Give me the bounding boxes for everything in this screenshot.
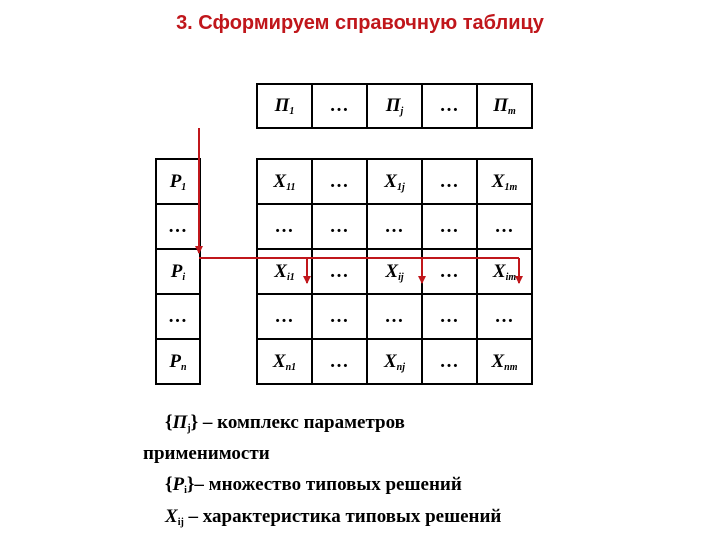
parameter-cell: …	[312, 84, 367, 128]
matrix-cell: …	[422, 294, 477, 339]
matrix-cell: …	[312, 294, 367, 339]
cell-index: j	[400, 106, 404, 117]
cell-index: i1	[286, 271, 295, 283]
cell-symbol: X	[491, 350, 505, 372]
decision-cell: …	[156, 294, 200, 339]
legend-characteristic: $X_{ij}$ – характеристика типовых решений	[165, 506, 502, 528]
matrix-cell: …	[367, 294, 422, 339]
legend-parameters-cont: применимости	[143, 443, 270, 464]
legend-decisions: $\{P_i\}-$ множество типовых решений	[165, 474, 462, 496]
cell-symbol: X	[273, 170, 287, 192]
matrix-cell: …	[477, 204, 532, 249]
cell-index: ij	[398, 271, 404, 283]
cell-symbol: П	[493, 95, 508, 116]
cell-symbol: P	[169, 350, 182, 372]
matrix-cell: …	[477, 294, 532, 339]
cell-symbol: X	[491, 170, 505, 192]
cell-symbol: X	[272, 350, 286, 372]
cell-index: n	[181, 361, 187, 373]
cell-index: nm	[504, 361, 518, 373]
cell-symbol: P	[169, 170, 182, 192]
cell-index: 1m	[504, 181, 518, 193]
cell-symbol: X	[274, 260, 287, 282]
matrix-cell: …	[367, 204, 422, 249]
cell-symbol: X	[383, 350, 397, 372]
cell-index: m	[508, 106, 516, 117]
matrix-cell: …	[257, 294, 312, 339]
cell-symbol: П	[385, 95, 401, 116]
parameter-cell: …	[422, 84, 477, 128]
cell-index: 11	[286, 181, 296, 193]
cell-index: 1	[181, 181, 187, 193]
cell-symbol: X	[385, 260, 399, 282]
cell-index: im	[505, 271, 517, 283]
cell-symbol: П	[274, 95, 290, 116]
matrix-cell: …	[422, 204, 477, 249]
cell-index: nj	[396, 361, 406, 373]
matrix-cell: …	[312, 249, 367, 294]
matrix-cell: …	[422, 159, 477, 204]
cell-index: 1j	[396, 181, 405, 193]
page-title: 3. Сформируем справочную таблицу	[176, 12, 544, 34]
cell-symbol: X	[492, 260, 506, 282]
matrix-cell: …	[312, 159, 367, 204]
matrix-cell: …	[422, 249, 477, 294]
cell-symbol: X	[384, 170, 397, 192]
cell-index: 1	[289, 106, 295, 117]
decision-cell: …	[156, 204, 200, 249]
matrix-cell: …	[312, 204, 367, 249]
matrix-cell: …	[422, 339, 477, 384]
matrix-cell: …	[257, 204, 312, 249]
cell-index: n1	[285, 361, 297, 373]
legend-parameters: $\{П_j\}$ – комплекс параметров	[165, 412, 405, 434]
cell-symbol: P	[170, 260, 183, 282]
matrix-cell: …	[312, 339, 367, 384]
cell-index: i	[182, 271, 186, 283]
